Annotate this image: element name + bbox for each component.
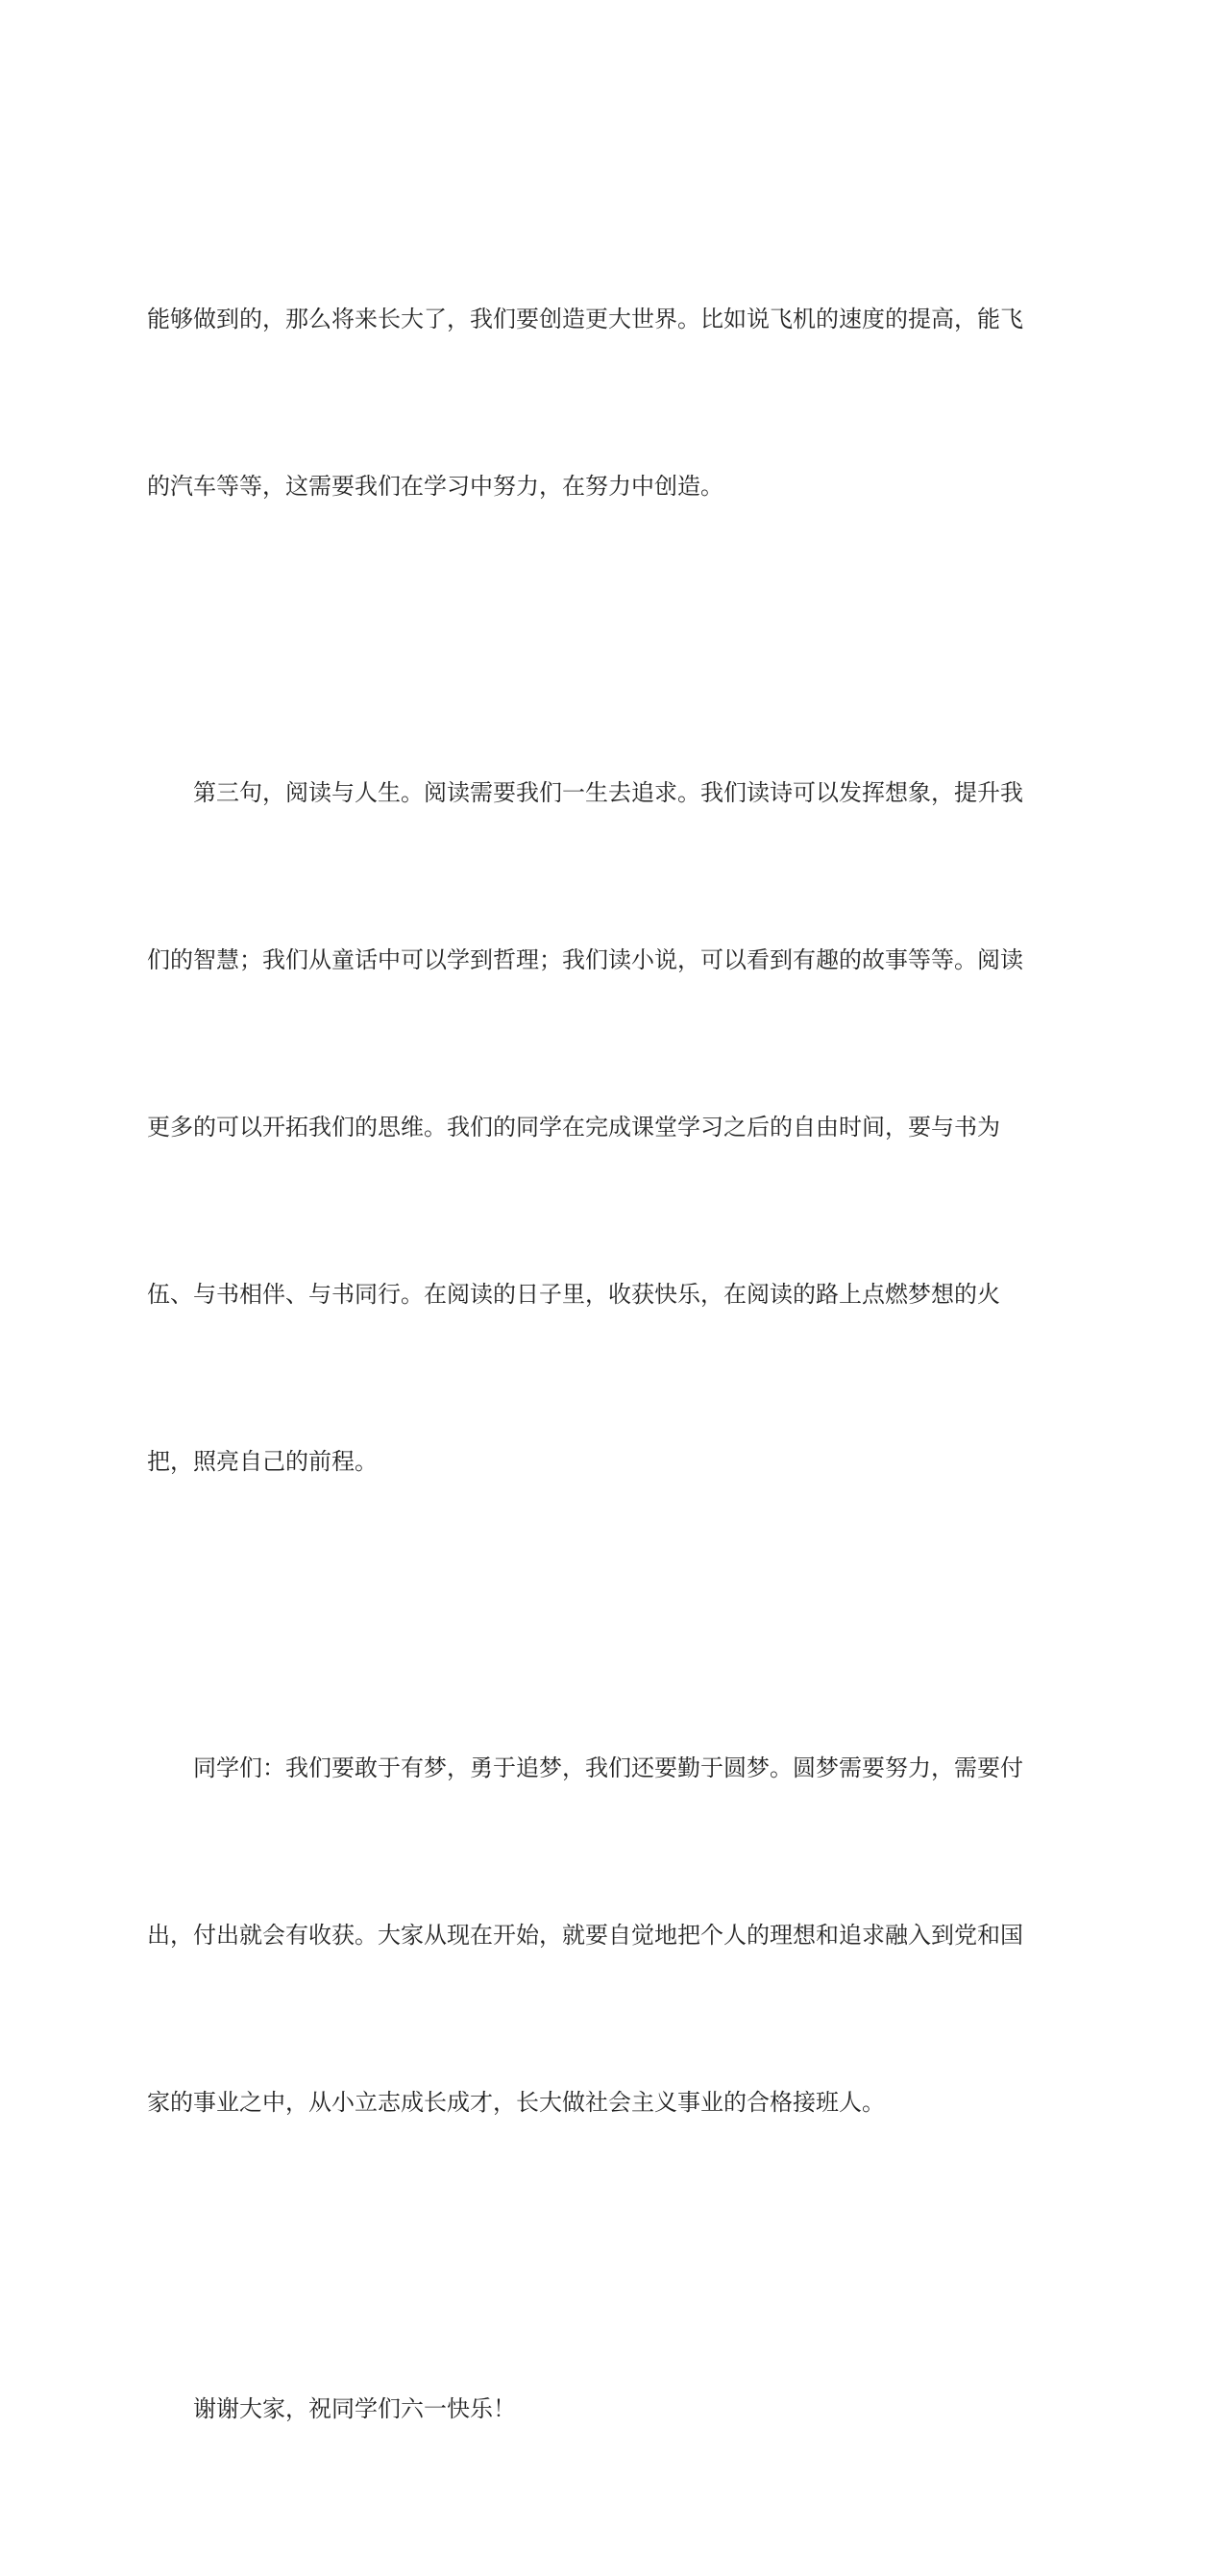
paragraph-closing (147, 2269, 1069, 2548)
paragraph-dreams (147, 1629, 1069, 2242)
paragraph-line: 伍、与书相伴、与书同行。在阅读的日子里，收获快乐，在阅读的路上点燃梦想的火 (147, 1281, 1000, 1308)
paragraph-line: 更多的可以开拓我们的思维。我们的同学在完成课堂学习之后的自由时间，要与书为 (147, 1114, 1000, 1141)
paragraph-line: 出，付出就会有收获。大家从现在开始，就要自觉地把个人的理想和追求融入到党和国 (147, 1922, 1023, 1949)
paragraph-line: 能够做到的，那么将来长大了，我们要创造更大世界。比如说飞机的速度的提高，能飞 (147, 306, 1023, 332)
paragraph-continuation (147, 180, 1069, 626)
paragraph-line: 第三句，阅读与人生。阅读需要我们一生去追求。我们读诗可以发挥想象，提升我 (193, 779, 1023, 806)
document-body (147, 180, 1069, 2576)
paragraph-reading-and-life (147, 653, 1069, 1601)
paragraph-line: 把，照亮自己的前程。 (147, 1448, 378, 1475)
paragraph-line: 们的智慧；我们从童话中可以学到哲理；我们读小说，可以看到有趣的故事等等。阅读 (147, 946, 1023, 973)
paragraph-line: 家的事业之中，从小立志成长成才，长大做社会主义事业的合格接班人。 (147, 2089, 885, 2116)
paragraph-line: 谢谢大家，祝同学们六一快乐！ (193, 2395, 516, 2422)
paragraph-line: 的汽车等等，这需要我们在学习中努力，在努力中创造。 (147, 473, 723, 500)
paragraph-line: 同学们：我们要敢于有梦，勇于追梦，我们还要勤于圆梦。圆梦需要努力，需要付 (193, 1754, 1023, 1781)
